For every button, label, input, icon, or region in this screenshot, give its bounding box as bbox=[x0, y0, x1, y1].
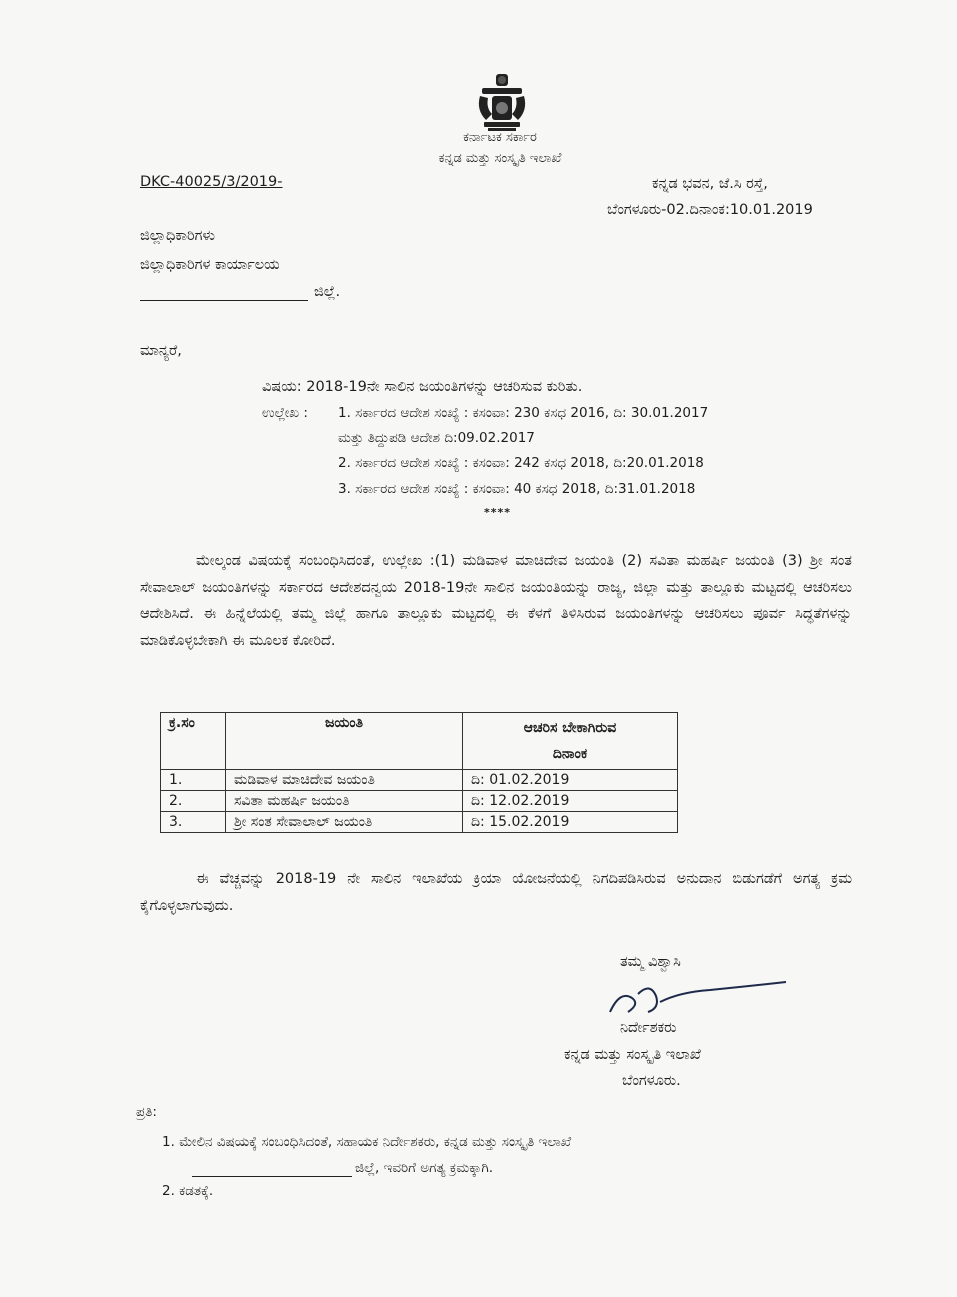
separator: **** bbox=[484, 506, 512, 519]
district-blank bbox=[140, 300, 308, 301]
jayanti-name: ಮಡಿವಾಳ ಮಾಚಿದೇವ ಜಯಂತಿ bbox=[226, 770, 463, 791]
reference-item: ಮತ್ತು ತಿದ್ದುಪಡಿ ಆದೇಶ ದಿ:09.02.2017 bbox=[338, 430, 535, 446]
karnataka-emblem-icon bbox=[472, 70, 532, 132]
address-line-1: ಕನ್ನಡ ಭವನ, ಜೆ.ಸಿ ರಸ್ತೆ, bbox=[652, 176, 768, 192]
copy-item-2: 2. ಕಡತಕ್ಕೆ. bbox=[162, 1183, 214, 1199]
jayanti-name: ಸವಿತಾ ಮಹರ್ಷಿ ಜಯಂತಿ bbox=[226, 791, 463, 812]
signatory-place: ಬೆಂಗಳೂರು. bbox=[622, 1073, 681, 1089]
jayanti-name: ಶ್ರೀ ಸಂತ ಸೇವಾಲಾಲ್ ಜಯಂತಿ bbox=[226, 812, 463, 833]
row-number: 1. bbox=[161, 770, 226, 791]
row-number: 2. bbox=[161, 791, 226, 812]
jayanti-date: ದಿ: 15.02.2019 bbox=[463, 812, 678, 833]
references-label: ಉಲ್ಲೇಖ : bbox=[262, 405, 308, 421]
subject: ವಿಷಯ: 2018-19ನೇ ಸಾಲಿನ ಜಯಂತಿಗಳನ್ನು ಆಚರಿಸುವ ಕುರಿತು. bbox=[262, 379, 583, 395]
table-row bbox=[161, 770, 678, 791]
gov-name: ಕರ್ನಾಟಕ ಸರ್ಕಾರ bbox=[463, 130, 537, 145]
district-blank bbox=[192, 1176, 352, 1177]
column-header bbox=[463, 713, 678, 770]
body-paragraph-1: ಮೇಲ್ಕಂಡ ವಿಷಯಕ್ಕೆ ಸಂಬಂಧಿಸಿದಂತೆ, ಉಲ್ಲೇಖ :(1) ಮಡಿವಾಳ ಮಾಚಿದೇವ ಜಯಂತಿ (2) ಸವಿತಾ ಮಹರ್ಷಿ ಜಯಂತಿ (3) ಶ್ರೀ ಸಂತ ಸೇವಾಲಾಲ್ ಜಯಂತಿಗಳನ್ನು ಸರ್ಕಾರದ ಆದೇಶದನ್ವಯ 2018-19ನೇ ಸಾಲಿನ ಜಯಂತಿಯನ್ನು ರಾಜ್ಯ, ಜಿಲ್ಲಾ ಮತ್ತು ತಾಲ್ಲೂಕು ಮಟ್ಟದಲ್ಲಿ ಆಚರಿಸಲು ಆದೇಶಿಸಿದೆ. ಈ ಹಿನ್ನೆಲೆಯಲ್ಲಿ ತಮ್ಮ ಜಿಲ್ಲೆ ಹಾಗೂ ತಾಲ್ಲೂಕು ಮಟ್ಟದಲ್ಲಿ ಈ ಕೆಳಗೆ ತಿಳಿಸಿರುವ ಜಯಂತಿಗಳನ್ನು ಆಚರಿಸಲು ಪೂರ್ವ ಸಿದ್ಧತೆಗಳನ್ನು ಮಾಡಿಕೊಳ್ಳಬೇಕಾಗಿ ಈ ಮೂಲಕ ಕೋರಿದೆ. bbox=[140, 553, 852, 649]
table-row bbox=[161, 791, 678, 812]
department-name: ಕನ್ನಡ ಮತ್ತು ಸಂಸ್ಕೃತಿ ಇಲಾಖೆ bbox=[438, 151, 562, 166]
recipient-line-1: ಜಿಲ್ಲಾಧಿಕಾರಿಗಳು bbox=[140, 228, 215, 244]
table-header-row bbox=[161, 713, 678, 770]
body-paragraph-2: ಈ ವೆಚ್ಚವನ್ನು 2018-19 ನೇ ಸಾಲಿನ ಇಲಾಖೆಯ ಕ್ರಿಯಾ ಯೋಜನೆಯಲ್ಲಿ ನಿಗದಿಪಡಿಸಿರುವ ಅನುದಾನ ಬಿಡುಗಡೆಗೆ ಅಗತ್ಯ ಕ್ರಮ ಕೈಗೊಳ್ಳಲಾಗುವುದು. bbox=[140, 871, 852, 914]
signatory-designation: ನಿರ್ದೇಶಕರು bbox=[620, 1020, 677, 1036]
jayanti-table bbox=[160, 712, 678, 833]
column-header-line: ಆಚರಿಸ ಬೇಕಾಗಿರುವ bbox=[523, 720, 617, 736]
jayanti-date: ದಿ: 01.02.2019 bbox=[463, 770, 678, 791]
recipient-line-2: ಜಿಲ್ಲಾಧಿಕಾರಿಗಳ ಕಾರ್ಯಾಲಯ bbox=[140, 257, 280, 273]
table-row bbox=[161, 812, 678, 833]
reference-number: DKC-40025/3/2019- bbox=[140, 174, 283, 190]
copy-label: ಪ್ರತಿ: bbox=[136, 1104, 157, 1120]
reference-item: 3. ಸರ್ಕಾರದ ಆದೇಶ ಸಂಖ್ಯೆ : ಕಸಂವಾ: 40 ಕಸಧ 2018, ದಿ:31.01.2018 bbox=[338, 481, 696, 497]
jayanti-date: ದಿ: 12.02.2019 bbox=[463, 791, 678, 812]
column-header: ಜಯಂತಿ bbox=[226, 713, 463, 770]
salutation: ಮಾನ್ಯರೆ, bbox=[140, 343, 182, 359]
address-date-line: ಬೆಂಗಳೂರು-02.ದಿನಾಂಕ:10.01.2019 bbox=[607, 202, 813, 218]
closing-yours: ತಮ್ಮ ವಿಶ್ವಾಸಿ bbox=[620, 954, 681, 970]
copy-item-1-cont: ಜಿಲ್ಲೆ, ಇವರಿಗೆ ಅಗತ್ಯ ಕ್ರಮಕ್ಕಾಗಿ. bbox=[355, 1160, 494, 1176]
reference-item: 1. ಸರ್ಕಾರದ ಆದೇಶ ಸಂಖ್ಯೆ : ಕಸಂವಾ: 230 ಕಸಧ 2016, ದಿ: 30.01.2017 bbox=[338, 405, 709, 421]
signatory-department: ಕನ್ನಡ ಮತ್ತು ಸಂಸ್ಕೃತಿ ಇಲಾಖೆ bbox=[564, 1047, 701, 1063]
recipient-district: ಜಿಲ್ಲೆ. bbox=[314, 284, 341, 300]
reference-item: 2. ಸರ್ಕಾರದ ಆದೇಶ ಸಂಖ್ಯೆ : ಕಸಂವಾ: 242 ಕಸಧ 2018, ದಿ:20.01.2018 bbox=[338, 455, 704, 471]
column-header: ಕ್ರ.ಸಂ bbox=[161, 713, 226, 770]
column-header-line: ದಿನಾಂಕ bbox=[552, 746, 588, 762]
copy-item-1: 1. ಮೇಲಿನ ವಿಷಯಕ್ಕೆ ಸಂಬಂಧಿಸಿದಂತೆ, ಸಹಾಯಕ ನಿರ್ದೇಶಕರು, ಕನ್ನಡ ಮತ್ತು ಸಂಸ್ಕೃತಿ ಇಲಾಖೆ bbox=[162, 1134, 572, 1150]
row-number: 3. bbox=[161, 812, 226, 833]
